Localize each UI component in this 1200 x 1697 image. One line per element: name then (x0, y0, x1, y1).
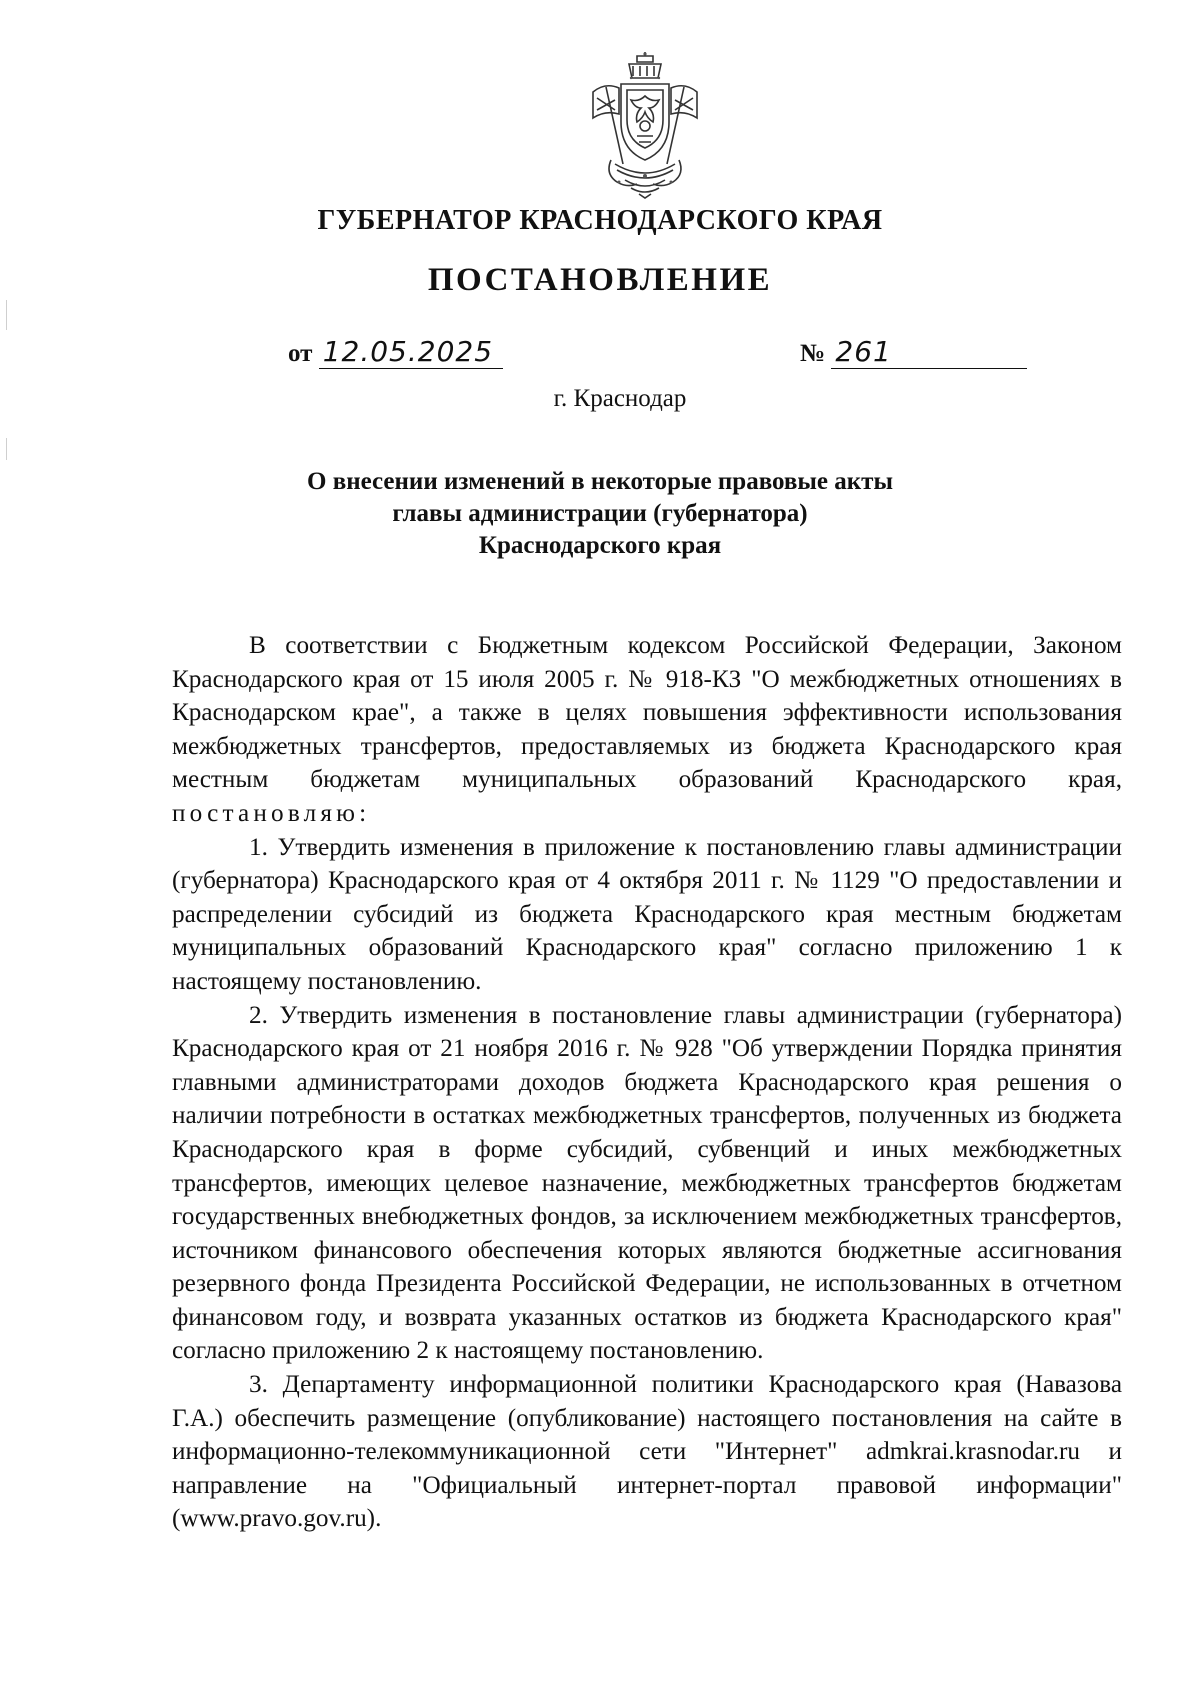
title-line: главы администрации (губернатора) (392, 500, 808, 527)
item-2-paragraph: 2. Утвердить изменения в постановление главы администрации (губернатора) Краснодарского края от 21 ноября 2016 г. № 928 "Об утверждении Порядка принятия главными администраторами доходов бюджета Краснодарского края решения о наличии потребности в остатках межбюджетных трансфертов, полученных из бюджета Краснодарского края в форме субсидий, субвенций и иных межбюджетных трансфертов, имеющих целевое назначение, межбюджетных трансфертов бюджетам государственных внебюджетных фондов, за исключением межбюджетных трансфертов, источником финансового обеспечения которых являются бюджетные ассигнования резервного фонда Президента Российской Федерации, не использованных в отчетном финансовом году, и возврата указанных остатков из бюджета Краснодарского края" согласно приложению 2 к настоящему постановлению. (172, 1001, 1122, 1365)
document-type: ПОСТАНОВЛЕНИЕ (427, 262, 773, 298)
date-label: от (288, 340, 313, 367)
title-line: О внесении изменений в некоторые правовые акты (307, 468, 893, 495)
scan-edge-mark (6, 438, 7, 460)
scan-edge-mark (6, 300, 7, 330)
preamble-text: В соответствии с Бюджетным кодексом Российской Федерации, Законом Краснодарского края от 15 июля 2005 г. № 918-КЗ "О межбюджетных отношениях в Краснодарском крае", а также в целях повышения эффективности использования межбюджетных трансфертов, предоставляемых из бюджета Краснодарского края местным бюджетам муниципальных образований Краснодарского края, (172, 632, 1122, 794)
city: г. Краснодар (553, 385, 687, 412)
number-row (800, 336, 1027, 369)
issuing-authority: ГУБЕРНАТОР КРАСНОДАРСКОГО КРАЯ (317, 205, 883, 236)
document-body (172, 629, 1122, 1536)
krasnodar-coat-of-arms-icon (585, 52, 705, 200)
title-line: Краснодарского края (478, 532, 722, 559)
number-label: № (800, 340, 826, 367)
date-value: 12.05.2025 (319, 336, 503, 369)
item-3-paragraph: 3. Департаменту информационной политики Краснодарского края (Навазова Г.А.) обеспечить размещение (опубликование) настоящего постановления на сайте в информационно-телекоммуникационной сети "Интернет" admkrai.krasnodar.ru и направление на "Официальный интернет-портал правовой информации" (www.pravo.gov.ru). (172, 1371, 1122, 1533)
decree-word: постановляю: (172, 799, 371, 827)
item-1-paragraph: 1. Утвердить изменения в приложение к постановлению главы администрации (губернатора) Краснодарского края от 4 октября 2011 г. № 1129 "О предоставлении и распределении субсидий из бюджета Краснодарского края местным бюджетам муниципальных образований Краснодарского края" согласно приложению 1 к настоящему постановлению. (172, 833, 1122, 995)
number-value: 261 (831, 336, 1027, 369)
preamble-paragraph (172, 629, 1122, 831)
date-row (288, 336, 503, 369)
document-title (0, 466, 1200, 562)
